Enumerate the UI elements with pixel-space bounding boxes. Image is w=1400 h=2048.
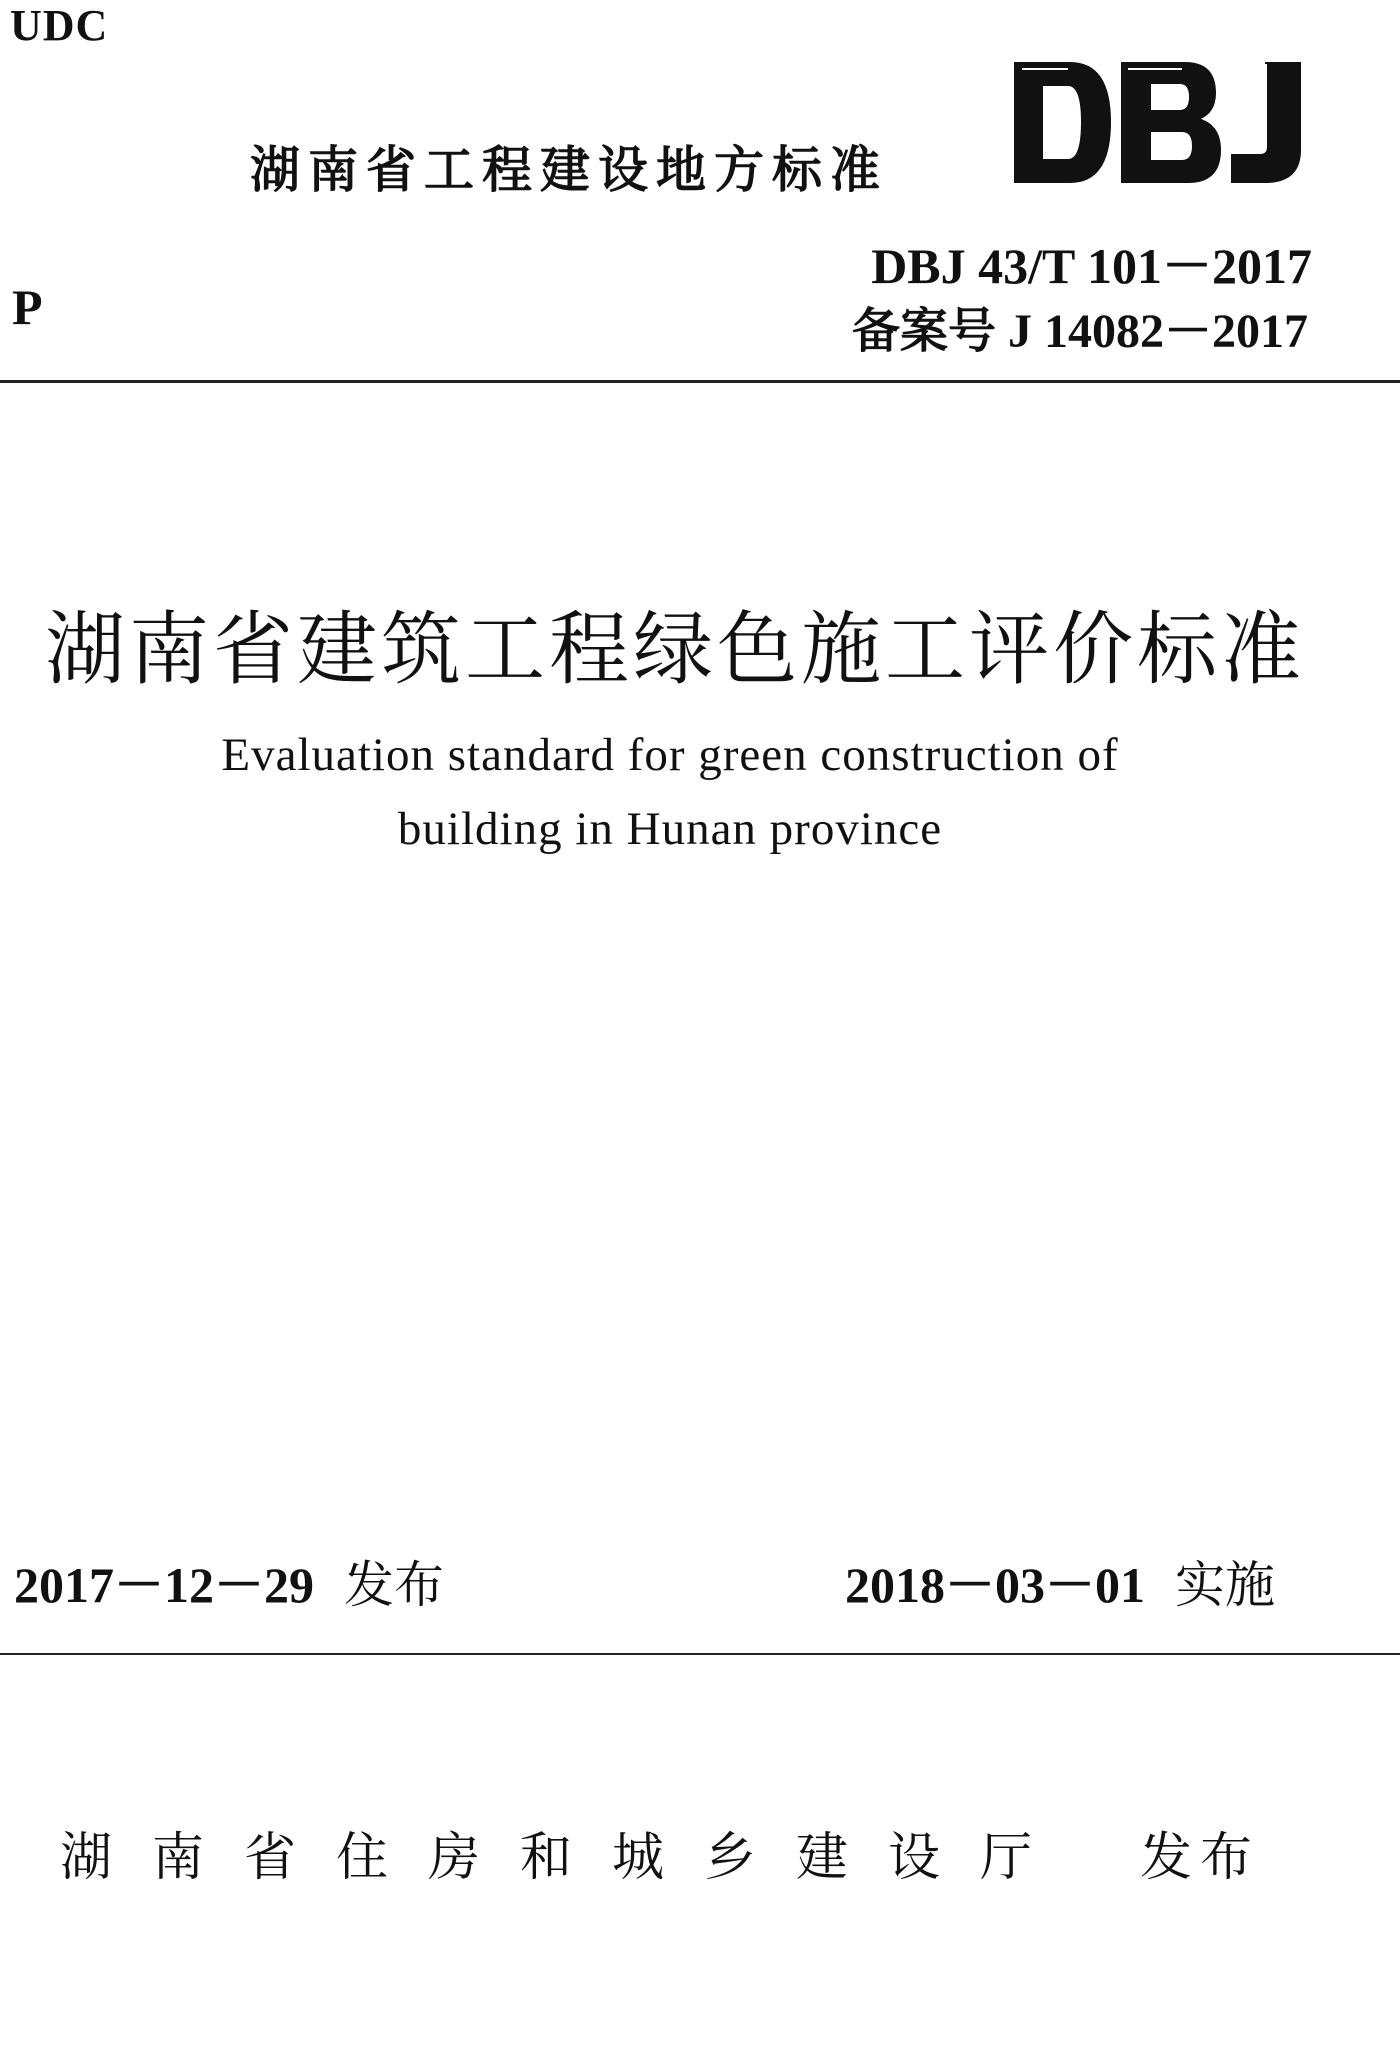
standard-type: 湖南省工程建设地方标准 bbox=[250, 141, 888, 199]
standard-code: DBJ 43/T 101－2017 bbox=[871, 238, 1312, 294]
udc-label: UDC bbox=[10, 1, 109, 50]
implementation-date-block bbox=[845, 1545, 1275, 1617]
header-divider bbox=[0, 380, 1400, 383]
implementation-date: 2018－03－01 bbox=[845, 1557, 1145, 1613]
title-english-line2: building in Hunan province bbox=[397, 803, 943, 855]
classification-mark: P bbox=[12, 279, 43, 335]
title-chinese: 湖南省建筑工程绿色施工评价标准 bbox=[45, 603, 1305, 696]
issuer-verb: 发布 bbox=[1140, 1828, 1261, 1888]
record-number: 备案号 J 14082－2017 bbox=[851, 305, 1308, 358]
footer-divider bbox=[0, 1653, 1400, 1655]
title-english-line1: Evaluation standard for green construction of bbox=[221, 729, 1119, 781]
issuer-name: 湖南省住房和城乡建设厅 bbox=[60, 1828, 1073, 1888]
issue-label: 发布 bbox=[344, 1556, 444, 1614]
implementation-label: 实施 bbox=[1175, 1556, 1275, 1614]
issue-date-block bbox=[14, 1545, 444, 1617]
dbj-logo bbox=[1010, 55, 1315, 190]
issue-date: 2017－12－29 bbox=[14, 1557, 314, 1613]
